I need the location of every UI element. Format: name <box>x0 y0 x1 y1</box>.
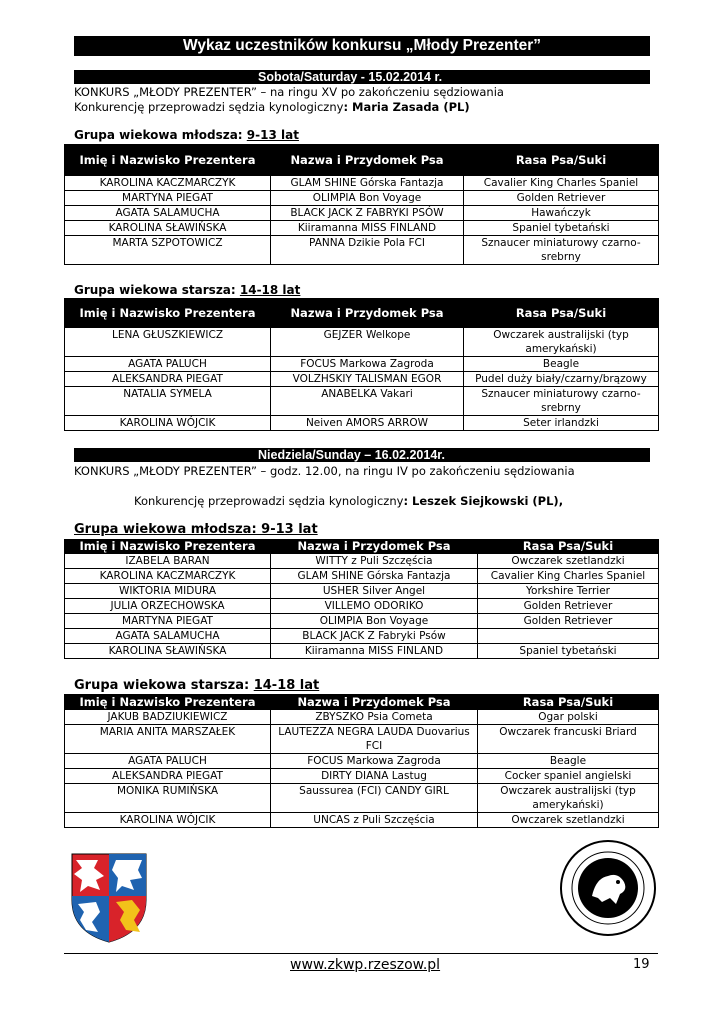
table-row <box>65 584 659 599</box>
saturday-judge-name: : Maria Zasada (PL) <box>343 100 470 114</box>
breed-cell: Sznaucer miniaturowy czarno-srebrny <box>464 387 659 416</box>
column-header: Imię i Nazwisko Prezentera <box>65 540 271 554</box>
dog-name-cell: VOLZHSKIY TALISMAN EGOR <box>271 372 464 387</box>
column-header: Nazwa i Przydomek Psa <box>271 540 478 554</box>
presenter-name-cell: KAROLINA KACZMARCZYK <box>65 569 271 584</box>
presenter-name-cell: AGATA SALAMUCHA <box>65 206 271 221</box>
presenter-name-cell: MARTYNA PIEGAT <box>65 191 271 206</box>
dog-name-cell: WITTY z Puli Szczęścia <box>271 554 478 569</box>
dog-name-cell: ANABELKA Vakari <box>271 387 464 416</box>
dog-name-cell: Kiiramanna MISS FINLAND <box>271 644 478 659</box>
presenter-name-cell: AGATA PALUCH <box>65 754 271 769</box>
sunday-older-table <box>64 694 659 828</box>
dog-name-cell: ZBYSZKO Psia Cometa <box>271 710 478 725</box>
breed-cell: Hawańczyk <box>464 206 659 221</box>
footer-divider <box>64 953 658 954</box>
dog-name-cell: OLIMPIA Bon Voyage <box>271 614 478 629</box>
table-row <box>65 629 659 644</box>
breed-cell: Owczarek australijski (typ amerykański) <box>478 784 659 813</box>
dog-name-cell: GLAM SHINE Górska Fantazja <box>271 569 478 584</box>
table-row <box>65 416 659 431</box>
column-header: Nazwa i Przydomek Psa <box>271 145 464 176</box>
column-header: Rasa Psa/Suki <box>464 299 659 328</box>
presenter-name-cell: KAROLINA SŁAWIŃSKA <box>65 644 271 659</box>
breed-cell <box>478 629 659 644</box>
table-header-row <box>65 145 659 176</box>
breed-cell: Spaniel tybetański <box>464 221 659 236</box>
dog-name-cell: Kiiramanna MISS FINLAND <box>271 221 464 236</box>
table-row <box>65 191 659 206</box>
sunday-contest-info: KONKURS „MŁODY PREZENTER” – godz. 12.00, na ringu IV po zakończeniu sędziowania <box>74 464 575 478</box>
dog-name-cell: VILLEMO ODORIKO <box>271 599 478 614</box>
age-range: 14-18 lat <box>239 283 301 297</box>
breed-cell: Owczarek francuski Briard <box>478 725 659 754</box>
presenter-name-cell: WIKTORIA MIDURA <box>65 584 271 599</box>
dog-name-cell: UNCAS z Puli Szczęścia <box>271 813 478 828</box>
dog-name-cell: LAUTEZZA NEGRA LAUDA Duovarius FCI <box>271 725 478 754</box>
presenter-name-cell: LENA GŁUSZKIEWICZ <box>65 328 271 357</box>
table-row <box>65 206 659 221</box>
sunday-judge-line <box>134 494 563 508</box>
dog-name-cell: Neiven AMORS ARROW <box>271 416 464 431</box>
table-row <box>65 357 659 372</box>
sunday-younger-table <box>64 539 659 659</box>
breed-cell: Cavalier King Charles Spaniel <box>478 569 659 584</box>
table-row <box>65 554 659 569</box>
saturday-judge-line <box>74 100 470 114</box>
table-row <box>65 614 659 629</box>
presenter-name-cell: MARTA SZPOTOWICZ <box>65 236 271 265</box>
presenter-name-cell: KAROLINA WÓJCIK <box>65 416 271 431</box>
dog-name-cell: FOCUS Markowa Zagroda <box>271 754 478 769</box>
column-header: Imię i Nazwisko Prezentera <box>65 145 271 176</box>
column-header: Rasa Psa/Suki <box>464 145 659 176</box>
presenter-name-cell: NATALIA SYMELA <box>65 387 271 416</box>
saturday-older-table <box>64 298 659 431</box>
table-row <box>65 769 659 784</box>
breed-cell: Cocker spaniel angielski <box>478 769 659 784</box>
dog-name-cell: OLIMPIA Bon Voyage <box>271 191 464 206</box>
dog-name-cell: BLACK JACK Z Fabryki Psów <box>271 629 478 644</box>
table-row <box>65 236 659 265</box>
saturday-younger-table <box>64 144 659 265</box>
breed-cell: Golden Retriever <box>464 191 659 206</box>
dog-name-cell: DIRTY DIANA Lastug <box>271 769 478 784</box>
breed-cell: Pudel duży biały/czarny/brązowy <box>464 372 659 387</box>
table-row <box>65 784 659 813</box>
table-row <box>65 176 659 191</box>
dog-name-cell: Saussurea (FCI) CANDY GIRL <box>271 784 478 813</box>
column-header: Imię i Nazwisko Prezentera <box>65 299 271 328</box>
dog-name-cell: USHER Silver Angel <box>271 584 478 599</box>
column-header: Rasa Psa/Suki <box>478 540 659 554</box>
presenter-name-cell: JULIA ORZECHOWSKA <box>65 599 271 614</box>
table-row <box>65 387 659 416</box>
presenter-name-cell: AGATA PALUCH <box>65 357 271 372</box>
table-row <box>65 599 659 614</box>
judge-line-prefix: Konkurencję przeprowadzi sędzia kynologiczny <box>74 100 344 114</box>
page-number: 19 <box>633 957 650 972</box>
table-row <box>65 710 659 725</box>
dog-name-cell: BLACK JACK Z FABRYKI PSÓW <box>271 206 464 221</box>
presenter-name-cell: ALEKSANDRA PIEGAT <box>65 372 271 387</box>
footer-website-link[interactable]: www.zkwp.rzeszow.pl <box>290 957 441 973</box>
breed-cell: Beagle <box>478 754 659 769</box>
sunday-heading-bar <box>74 448 650 462</box>
sunday-heading: Niedziela/Sunday – 16.02.2014r. <box>258 448 445 462</box>
saturday-heading-bar <box>74 70 650 84</box>
table-row <box>65 569 659 584</box>
breed-cell: Golden Retriever <box>478 599 659 614</box>
breed-cell: Spaniel tybetański <box>478 644 659 659</box>
breed-cell: Cavalier King Charles Spaniel <box>464 176 659 191</box>
saturday-younger-group-label: Grupa wiekowa młodsza: 9-13 lat <box>74 128 299 142</box>
table-row <box>65 372 659 387</box>
dog-name-cell: GLAM SHINE Górska Fantazja <box>271 176 464 191</box>
table-header-row <box>65 695 659 710</box>
column-header: Nazwa i Przydomek Psa <box>271 695 478 710</box>
breed-cell: Owczarek szetlandzki <box>478 554 659 569</box>
kynological-association-seal-logo <box>558 838 658 942</box>
presenter-name-cell: ALEKSANDRA PIEGAT <box>65 769 271 784</box>
sunday-judge-name: : Leszek Siejkowski (PL), <box>403 494 564 508</box>
age-range: 9-13 lat <box>246 128 299 142</box>
saturday-heading: Sobota/Saturday - 15.02.2014 r. <box>258 70 443 84</box>
presenter-name-cell: KAROLINA KACZMARCZYK <box>65 176 271 191</box>
table-row <box>65 221 659 236</box>
table-row <box>65 813 659 828</box>
presenter-name-cell: MARTYNA PIEGAT <box>65 614 271 629</box>
presenter-name-cell: KAROLINA WÓJCIK <box>65 813 271 828</box>
page-title: Wykaz uczestników konkursu „Młody Prezenter” <box>74 36 650 56</box>
breed-cell: Owczarek szetlandzki <box>478 813 659 828</box>
breed-cell: Golden Retriever <box>478 614 659 629</box>
table-row <box>65 328 659 357</box>
sunday-older-group-label: Grupa wiekowa starsza: 14-18 lat <box>74 678 320 693</box>
table-row <box>65 754 659 769</box>
table-row <box>65 725 659 754</box>
breed-cell: Owczarek australijski (typ amerykański) <box>464 328 659 357</box>
podkarpackie-coat-of-arms-logo <box>68 850 150 948</box>
table-row <box>65 644 659 659</box>
saturday-older-group-label: Grupa wiekowa starsza: 14-18 lat <box>74 283 301 297</box>
dog-name-cell: FOCUS Markowa Zagroda <box>271 357 464 372</box>
judge-line-prefix: Konkurencję przeprowadzi sędzia kynologiczny <box>134 494 404 508</box>
dog-name-cell: GEJZER Welkope <box>271 328 464 357</box>
presenter-name-cell: JAKUB BADZIUKIEWICZ <box>65 710 271 725</box>
sunday-younger-group-label: Grupa wiekowa młodsza: 9-13 lat <box>74 522 318 537</box>
presenter-name-cell: MARIA ANITA MARSZAŁEK <box>65 725 271 754</box>
table-header-row <box>65 540 659 554</box>
breed-cell: Beagle <box>464 357 659 372</box>
breed-cell: Seter irlandzki <box>464 416 659 431</box>
breed-cell: Yorkshire Terrier <box>478 584 659 599</box>
presenter-name-cell: MONIKA RUMIŃSKA <box>65 784 271 813</box>
breed-cell: Sznaucer miniaturowy czarno-srebrny <box>464 236 659 265</box>
table-header-row <box>65 299 659 328</box>
breed-cell: Ogar polski <box>478 710 659 725</box>
column-header: Nazwa i Przydomek Psa <box>271 299 464 328</box>
age-range: 14-18 lat <box>253 678 320 693</box>
column-header: Imię i Nazwisko Prezentera <box>65 695 271 710</box>
saturday-contest-info: KONKURS „MŁODY PREZENTER” – na ringu XV po zakończeniu sędziowania <box>74 85 504 99</box>
dog-name-cell: PANNA Dzikie Pola FCI <box>271 236 464 265</box>
presenter-name-cell: AGATA SALAMUCHA <box>65 629 271 644</box>
presenter-name-cell: KAROLINA SŁAWIŃSKA <box>65 221 271 236</box>
column-header: Rasa Psa/Suki <box>478 695 659 710</box>
presenter-name-cell: IZABELA BARAN <box>65 554 271 569</box>
